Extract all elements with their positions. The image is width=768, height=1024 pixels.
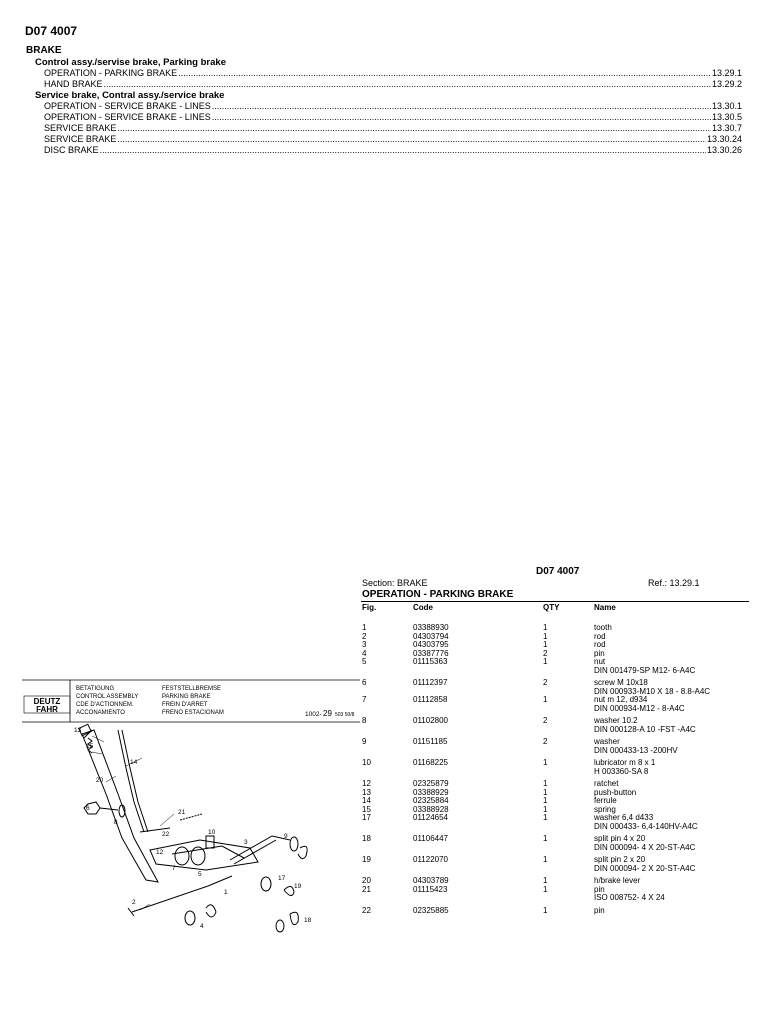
- part-code: 04303789: [413, 876, 449, 885]
- part-name: h/brake lever: [594, 876, 641, 885]
- toc-entry-label: SERVICE BRAKE: [44, 123, 117, 133]
- callout-label: 14: [130, 759, 138, 766]
- parts-doc-code: D07 4007: [536, 566, 580, 577]
- washer-9: [290, 837, 298, 851]
- part-name: washer: [594, 737, 620, 746]
- part-code: 01102800: [413, 716, 448, 725]
- part-code: 04303794: [413, 631, 449, 641]
- part-name: lubricator m 8 x 1: [594, 758, 656, 767]
- part-name: pin: [594, 648, 605, 658]
- part-fig: 21: [362, 884, 371, 894]
- callout-label: 13: [74, 727, 82, 734]
- callout-label: 10: [208, 829, 216, 836]
- screw-shank: [100, 808, 118, 810]
- part-name: screw M 10x18: [594, 678, 648, 687]
- parts-heading: OPERATION - PARKING BRAKE: [362, 589, 514, 600]
- parts-ref: Ref.: 13.29.1: [648, 578, 700, 588]
- part-qty: 1: [543, 640, 548, 649]
- part-qty: 1: [543, 796, 548, 805]
- part-spec: DIN 000934-M12 - 8-A4C: [594, 703, 685, 713]
- part-name: push-button: [594, 787, 637, 797]
- toc-entry-page: 13.30.5: [711, 112, 742, 122]
- toc-entry-page: 13.30.26: [706, 145, 742, 155]
- brand-logo-line1: DEUTZ: [33, 697, 61, 706]
- part-fig: 6: [362, 678, 367, 687]
- leader-line: [92, 752, 102, 754]
- part-qty: 1: [543, 834, 548, 843]
- part-code: 01112858: [413, 695, 448, 704]
- callout-label: 22: [162, 831, 170, 838]
- toc-entry[interactable]: [44, 134, 742, 145]
- part-code: 03388929: [413, 787, 449, 797]
- title-right-line: PARKING BRAKE: [162, 694, 211, 700]
- toc-group-title: Service brake, Contral assy./service brake: [35, 90, 225, 101]
- callout-label: 3: [244, 839, 248, 846]
- part-code: 01115423: [413, 884, 448, 894]
- split-pin-9: [298, 846, 307, 858]
- part-name: washer 10.2: [594, 716, 638, 725]
- part-spec: H 003360-SA 8: [594, 766, 649, 776]
- callout-label: 2: [132, 899, 136, 906]
- exploded-view-diagram: [22, 672, 362, 956]
- toc-leader: [100, 145, 706, 156]
- callout-label: 17: [278, 875, 286, 882]
- title-left-line: BETATIGUNG: [76, 686, 115, 692]
- toc-entry[interactable]: [44, 145, 742, 156]
- rod-3-edge: [234, 840, 276, 864]
- title-right-line: FREIN D'ARRET: [162, 702, 208, 708]
- part-name: nut m 12, d934: [594, 695, 648, 704]
- part-fig: 18: [362, 834, 371, 843]
- part-spec: ISO 008752- 4 X 24: [594, 893, 665, 902]
- callout-label: 20: [96, 777, 104, 784]
- toc-entry-page: 13.30.1: [711, 101, 742, 111]
- part-qty: 1: [543, 695, 548, 704]
- rod-2: [132, 876, 232, 912]
- toc-entry-label: OPERATION - SERVICE BRAKE - LINES: [44, 112, 211, 122]
- section-title: BRAKE: [26, 45, 62, 56]
- toc-entry-label: OPERATION - PARKING BRAKE: [44, 68, 178, 78]
- toc-entry[interactable]: [44, 79, 742, 90]
- part-fig: 8: [362, 716, 367, 725]
- rod-3: [230, 836, 290, 860]
- toc-entry-page: 13.30.24: [706, 134, 742, 144]
- callout-label: 18: [304, 917, 312, 924]
- drawing-suffix: 503 50/8: [335, 712, 355, 718]
- title-block: [22, 680, 360, 722]
- part-qty: 1: [543, 884, 548, 894]
- toc-entry[interactable]: [44, 112, 742, 123]
- part-spec: DIN 000094- 4 X 20-ST-A4C: [594, 842, 696, 852]
- toc-group-title: Control assy./servise brake, Parking brake: [35, 57, 226, 68]
- callout-label: 19: [294, 883, 302, 890]
- pin-4a: [185, 911, 195, 925]
- part-fig: 1: [362, 623, 367, 632]
- toc-entry-label: SERVICE BRAKE: [44, 134, 117, 144]
- callout-label: 6: [86, 805, 90, 812]
- part-name: spring: [594, 804, 616, 814]
- column-header-code: Code: [413, 603, 433, 612]
- part-qty: 2: [543, 678, 548, 687]
- toc-leader: [104, 79, 711, 90]
- part-qty: 2: [543, 737, 548, 746]
- parts-drawing: [79, 724, 307, 932]
- split-pin-18: [290, 912, 298, 924]
- toc-entry-page: 13.29.2: [711, 79, 742, 89]
- drawing-number: 1002-: [305, 711, 322, 718]
- part-qty: 1: [543, 876, 548, 885]
- part-code: 02325879: [413, 779, 449, 788]
- toc-entry-label: HAND BRAKE: [44, 79, 103, 89]
- part-qty: 1: [543, 758, 548, 767]
- part-name: rod: [594, 640, 606, 649]
- part-code: 01112397: [413, 678, 448, 687]
- part-fig: 7: [362, 695, 367, 704]
- part-code: 01106447: [413, 834, 448, 843]
- leader-line: [106, 776, 116, 782]
- part-qty: 1: [543, 623, 548, 632]
- part-spec: DIN 000933-M10 X 18 - 8.8-A4C: [594, 686, 711, 696]
- part-qty: 2: [543, 716, 548, 725]
- part-fig: 4: [362, 648, 367, 658]
- callout-label: 1: [224, 889, 228, 896]
- washer-17: [261, 877, 271, 891]
- part-name: washer 6,4 d433: [594, 813, 654, 822]
- toc-entry-page: 13.30.7: [711, 123, 742, 133]
- column-header-name: Name: [594, 603, 616, 612]
- header-divider: [361, 601, 749, 602]
- part-qty: 1: [543, 657, 548, 666]
- callout-label: 21: [178, 809, 186, 816]
- callout-label: 12: [156, 849, 164, 856]
- part-name: split pin 4 x 20: [594, 834, 646, 843]
- callout-labels: [74, 727, 312, 930]
- part-fig: 2: [362, 631, 367, 641]
- callout-label: 4: [200, 923, 204, 930]
- leader-line: [140, 904, 150, 910]
- part-fig: 22: [362, 905, 371, 915]
- part-code: 01168225: [413, 758, 448, 767]
- part-spec: DIN 000128-A 10 -FST -A4C: [594, 724, 696, 734]
- toc-entry[interactable]: [44, 101, 742, 112]
- toc-leader: [212, 101, 711, 112]
- part-spec: DIN 000433- 6,4-140HV-A4C: [594, 821, 698, 831]
- part-fig: 10: [362, 758, 371, 767]
- part-fig: 17: [362, 813, 371, 822]
- part-fig: 20: [362, 876, 371, 885]
- column-header-fig: Fig.: [362, 603, 377, 612]
- toc-leader: [212, 112, 711, 123]
- toc-leader: [117, 134, 706, 145]
- toc-entry-label: DISC BRAKE: [44, 145, 99, 155]
- part-code: 03388928: [413, 804, 449, 814]
- part-code: 01122070: [413, 855, 448, 864]
- document-title: D07 4007: [25, 24, 78, 38]
- part-fig: 13: [362, 787, 371, 797]
- part-name: split pin 2 x 20: [594, 855, 646, 864]
- part-code: 01115363: [413, 657, 448, 666]
- part-code: 02325885: [413, 905, 449, 915]
- toc-entry[interactable]: [44, 68, 742, 79]
- washer-lower: [276, 920, 284, 932]
- part-qty: 1: [543, 855, 548, 864]
- part-code: 03387776: [413, 648, 449, 658]
- part-qty: 1: [543, 779, 548, 788]
- part-qty: 1: [543, 813, 548, 822]
- part-name: pin: [594, 884, 605, 894]
- part-name: ratchet: [594, 779, 619, 788]
- callout-label: 9: [284, 833, 288, 840]
- part-spec: DIN 001479-SP M12- 6-A4C: [594, 665, 696, 675]
- brand-logo-line2: FAHR: [36, 705, 58, 714]
- callout-label: 5: [198, 871, 202, 878]
- callout-label: 7: [172, 865, 176, 872]
- title-left-line: ACCONAMIENTO: [76, 710, 125, 716]
- bracket-body: [150, 840, 258, 870]
- part-spec: DIN 000094- 2 X 20-ST-A4C: [594, 863, 696, 873]
- part-name: tooth: [594, 623, 612, 632]
- part-fig: 15: [362, 804, 371, 814]
- part-name: pin: [594, 905, 605, 915]
- toc-entry[interactable]: [44, 123, 742, 134]
- toc-entry-page: 13.29.1: [711, 68, 742, 78]
- part-fig: 5: [362, 657, 367, 666]
- part-code: 03388930: [413, 623, 449, 632]
- part-qty: 1: [543, 631, 548, 641]
- title-left-line: CDE D'ACTIONNEM.: [76, 702, 134, 708]
- callout-label: 15: [86, 743, 94, 750]
- part-fig: 12: [362, 779, 371, 788]
- column-header-qty: QTY: [543, 603, 560, 612]
- leader-line: [160, 814, 174, 826]
- callout-label: 8: [114, 819, 118, 826]
- part-qty: 2: [543, 648, 548, 658]
- title-right-line: FESTSTELLBREMSE: [162, 686, 222, 692]
- part-code: 01124654: [413, 813, 448, 822]
- part-name: rod: [594, 631, 606, 641]
- toc-entry-label: OPERATION - SERVICE BRAKE - LINES: [44, 101, 211, 111]
- pin-7: [175, 847, 189, 865]
- part-fig: 19: [362, 855, 371, 864]
- split-pin-19: [284, 886, 294, 895]
- part-fig: 3: [362, 640, 367, 649]
- part-name: ferrule: [594, 796, 617, 805]
- part-code: 04303795: [413, 640, 449, 649]
- part-name: nut: [594, 657, 606, 666]
- parts-section: Section: BRAKE: [362, 578, 428, 588]
- title-left-line: CONTROL ASSEMBLY: [76, 694, 139, 700]
- part-spec: DIN 000433-13 -200HV: [594, 745, 678, 755]
- part-qty: 1: [543, 804, 548, 814]
- part-fig: 14: [362, 796, 371, 805]
- part-code: 01151185: [413, 737, 448, 746]
- drawing-page: 29: [323, 709, 332, 718]
- pin-4b: [206, 905, 216, 917]
- part-qty: 1: [543, 905, 548, 915]
- part-qty: 1: [543, 787, 548, 797]
- toc-leader: [117, 123, 711, 134]
- title-right-line: FRENO ESTACIONAM: [162, 710, 224, 716]
- toc-leader: [178, 68, 711, 79]
- part-fig: 9: [362, 737, 367, 746]
- part-code: 02325884: [413, 796, 449, 805]
